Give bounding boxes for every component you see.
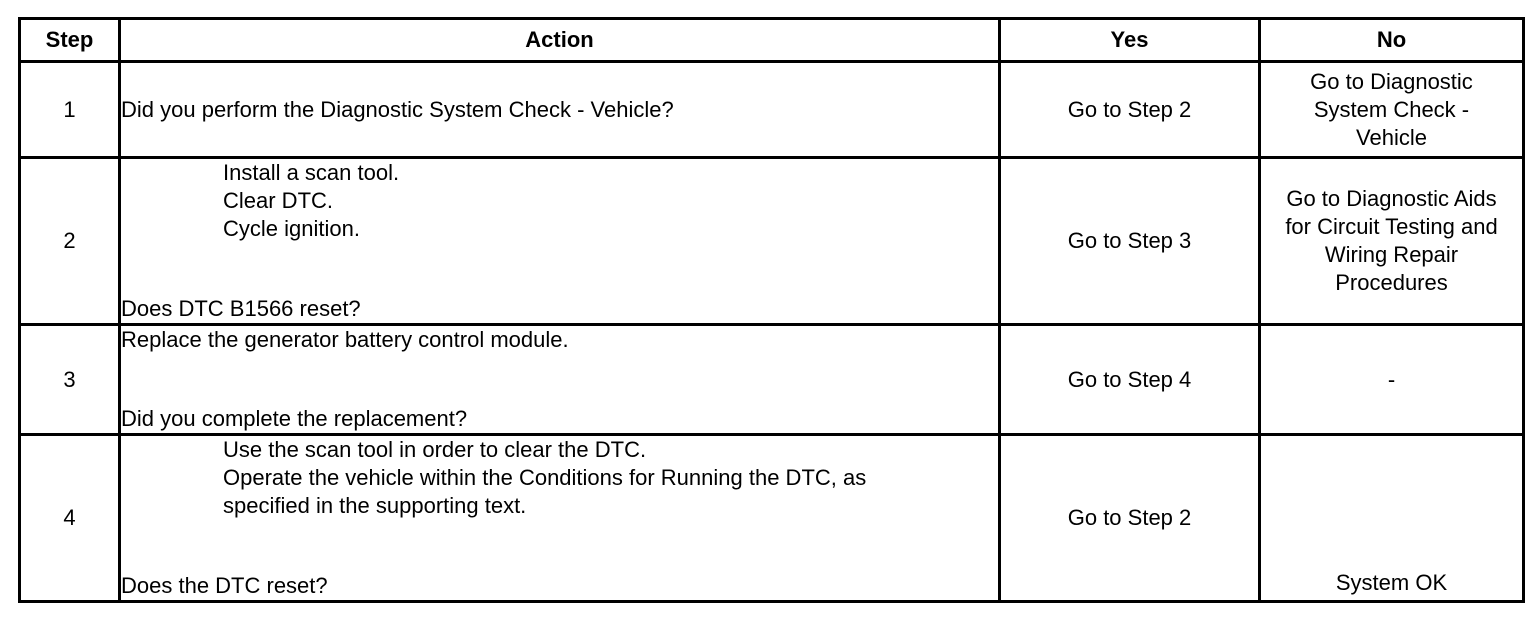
action-line: Install a scan tool. (223, 160, 400, 186)
action-cell (120, 158, 1000, 325)
no-line: for Circuit Testing and (1285, 214, 1498, 240)
action-line: specified in the supporting text. (223, 493, 527, 519)
no-cell (1260, 158, 1524, 325)
action-question: Did you complete the replacement? (121, 406, 468, 432)
no-cell (1260, 435, 1524, 602)
no-line: - (1387, 366, 1396, 392)
no-line: System OK (1335, 570, 1448, 595)
action-line: Use the scan tool in order to clear the DTC. (223, 437, 647, 463)
action-question: Does DTC B1566 reset? (121, 295, 361, 321)
action-cell (120, 62, 1000, 158)
no-line: System Check - (1313, 96, 1470, 122)
yes-cell: Go to Step 2 (1000, 435, 1260, 602)
action-line: Replace the generator battery control module. (121, 326, 569, 352)
action-cell (120, 435, 1000, 602)
no-cell (1260, 62, 1524, 158)
action-cell (120, 324, 1000, 434)
no-cell (1260, 324, 1524, 434)
yes-cell: Go to Step 2 (1000, 62, 1260, 158)
action-line: Operate the vehicle within the Conditions for Running the DTC, as (223, 465, 867, 491)
header-row (20, 19, 1524, 62)
no-line: Go to Diagnostic (1310, 68, 1473, 94)
no-line: Wiring Repair (1324, 242, 1459, 268)
step-number: 1 (20, 62, 120, 158)
step-number: 4 (20, 435, 120, 602)
diagnostic-table (18, 17, 1525, 603)
no-line: Vehicle (1356, 124, 1427, 150)
action-line: Clear DTC. (223, 188, 334, 214)
header-yes: Yes (1000, 19, 1260, 62)
header-step: Step (20, 19, 120, 62)
table-row (20, 62, 1524, 158)
header-no: No (1260, 19, 1524, 62)
no-line: Procedures (1335, 270, 1448, 296)
action-line: Did you perform the Diagnostic System Check - Vehicle? (121, 96, 674, 122)
action-question: Does the DTC reset? (121, 573, 328, 598)
step-number: 2 (20, 158, 120, 325)
table-row (20, 435, 1524, 602)
action-line: Cycle ignition. (223, 216, 360, 242)
yes-cell: Go to Step 3 (1000, 158, 1260, 325)
yes-cell: Go to Step 4 (1000, 324, 1260, 434)
table-row (20, 324, 1524, 434)
header-action: Action (120, 19, 1000, 62)
step-number: 3 (20, 324, 120, 434)
no-line: Go to Diagnostic Aids (1286, 186, 1497, 212)
table-row (20, 158, 1524, 325)
